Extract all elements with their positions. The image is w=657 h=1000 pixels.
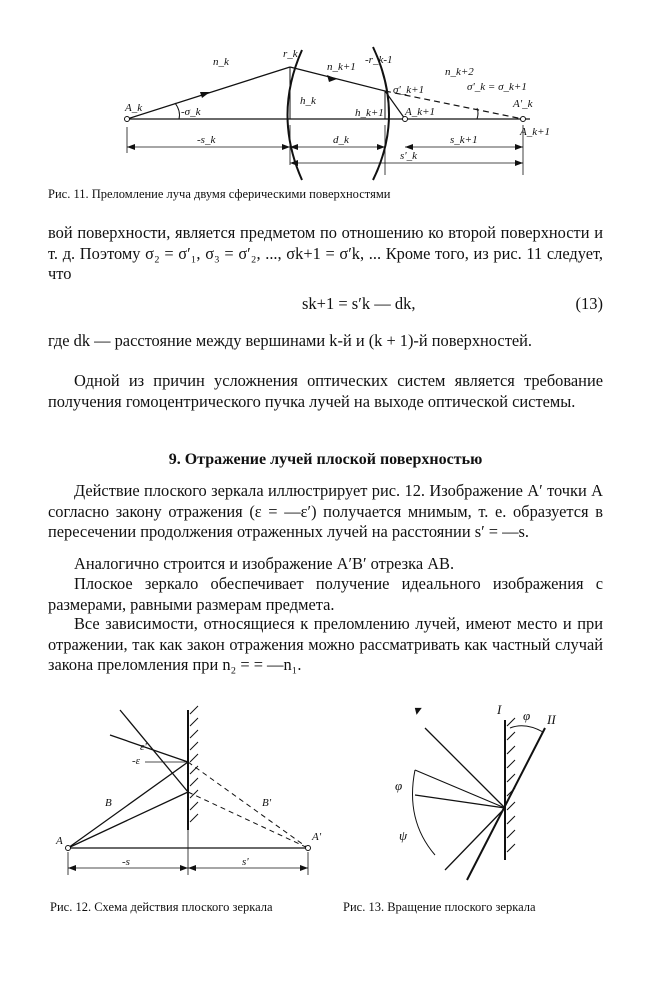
label-sigma-k: -σ_k (181, 106, 201, 118)
figure-13-diagram (385, 700, 595, 890)
paragraph-3: Одной из причин усложнения оптических систем является требование получения гомоцентрического пучка лучей на выходе оптической системы. (48, 371, 603, 411)
label-n-k1: n_k+1 (327, 61, 356, 73)
paragraph-7: Все зависимости, относящиеся к преломлению лучей, имеют место и при отражении, так как закон отражения можно рассматривать как частный случай закона преломления при n₂ = = —n₁. (48, 614, 603, 674)
section-heading: 9. Отражение лучей плоской поверхностью (168, 451, 483, 468)
label-phi-left: φ (395, 778, 403, 793)
small-tick-mark: ▾ (413, 704, 421, 719)
label-mirror-ii: II (547, 712, 556, 727)
equation-formula: sk+1 = s′k — dk, (302, 294, 416, 313)
paragraph-5: Аналогично строится и изображение A′B′ отрезка AB. (74, 554, 455, 573)
label-s-prime-k: s'_k (400, 150, 418, 162)
label-r-km1: -r_k-1 (365, 54, 393, 66)
label-n-k: n_k (213, 56, 229, 68)
label-eps: -ε (132, 755, 140, 767)
label-a-k: A_k (125, 102, 143, 114)
paragraph-2: где dk — расстояние между вершинами k-й и (k + 1)-й поверхностей. (48, 331, 532, 350)
label-b: B (105, 797, 112, 809)
equation-number: (13) (575, 294, 603, 313)
label-n-k2: n_k+2 (445, 66, 474, 78)
label-a-k1: A_k+1 (405, 106, 436, 118)
paragraph-6: Плоское зеркало обеспечивает получение идеального изображения с размерами, равными размерам предмета. (48, 574, 603, 614)
label-a-prime-k: A'_k (513, 98, 533, 110)
label-sigma-prime-k1: σ'_k+1 (393, 84, 425, 96)
label-b-prime: B' (262, 797, 272, 809)
label-s-k1: s_k+1 (450, 134, 478, 146)
label-a-prime: A' (312, 831, 322, 843)
label-s-k: -s_k (197, 134, 216, 146)
label-a-k1-right: A_k+1 (520, 126, 551, 138)
label-phi-top: φ (523, 708, 531, 723)
paragraph-1: вой поверхности, является предметом по отношению ко второй поверхности и т. д. Поэтому σ₂ = σ′₁, σ₃ = σ′₂, ..., σk+1 = σ′k, ... Кроме того, из рис. 11 следует, что (48, 223, 603, 283)
label-a: A (56, 835, 63, 847)
label-eps-prime: ε' (140, 741, 147, 753)
label-mirror-i: I (497, 702, 502, 717)
figure-11-diagram (105, 35, 560, 185)
figure-13-caption: Рис. 13. Вращение плоского зеркала (343, 900, 536, 914)
label-s-prime: s' (242, 856, 249, 868)
label-d-k: d_k (333, 134, 349, 146)
figure-12-caption: Рис. 12. Схема действия плоского зеркала (50, 900, 273, 914)
label-h-k: h_k (300, 95, 316, 107)
label-s: -s (122, 856, 130, 868)
figure-12-diagram (50, 700, 340, 890)
paragraph-4: Действие плоского зеркала иллюстрирует рис. 12. Изображение A′ точки A согласно закону отражения (ε = —ε′) получается мнимым, т. е. образуется в пересечении продолжения отраженных лучей на расстоянии s′ = —s. (48, 481, 603, 541)
label-h-k1: h_k+1 (355, 107, 384, 119)
label-r-k: r_k (283, 48, 298, 60)
figure-11-caption: Рис. 11. Преломление луча двумя сферическими поверхностями (48, 187, 391, 201)
equation-13 (48, 294, 603, 316)
label-psi: ψ (399, 828, 408, 843)
label-sigma-eq: σ'_k = σ_k+1 (467, 81, 527, 93)
